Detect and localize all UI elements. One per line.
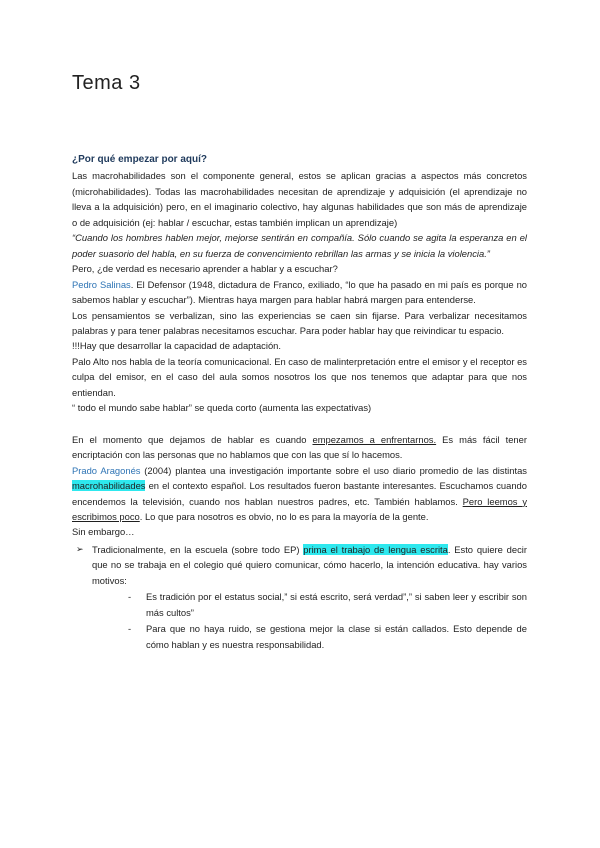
dash-bullet-icon: - — [128, 623, 132, 635]
paragraph-palo-alto: Palo Alto nos habla de la teoría comunicacional. En caso de malinterpretación entre el emisor y el receptor es culpa del emisor, en el caso del aula somos nosotros los que nos tenemos que adaptar para que nos entiendan. — [72, 355, 527, 398]
text-span: . Esto quiere decir que no se trabaja en el colegio qué quiero comunicar, cómo hacerlo, la intención educativa. hay varios motivos: — [92, 543, 528, 586]
dash-list-item — [72, 621, 527, 652]
text-span: Es más fácil tener encriptación con las personas que no hablamos que con las que sí lo hacemos. — [72, 433, 527, 461]
paragraph-macrohabilidades: Las macrohabilidades son el componente general, estos se aplican gracias a aspectos más concretos (microhabilidades). Todas las macrohabilidades necesitan de aprendizaje y adquisición (el aprendizaje no lleva a la adquisición) pero, en el imaginario colectivo, hay algunas habilidades que son más de aprendizaje o de adquisición (ej: hablar / escuchar, estas también implican un aprendizaje) — [72, 170, 527, 228]
dash-list-item — [72, 589, 527, 620]
section-heading: ¿Por qué empezar por aquí? — [72, 154, 208, 165]
arrow-bullet-item — [72, 542, 527, 588]
text-span: En el momento que dejamos de hablar es cuando — [72, 433, 313, 445]
author-prado: Prado Aragonés — [72, 464, 141, 476]
paragraph-sin-embargo: Sin embargo… — [72, 526, 135, 538]
arrow-bullet-icon: ➢ — [76, 543, 84, 554]
text-span: en el contexto español. Los resultados fueron bastante interesantes. Escuchamos cuando encendemos la televisión, cuando nos hablan nuestros padres, etc. También hablamos. — [72, 480, 527, 507]
paragraph-salinas — [72, 277, 527, 308]
text-span: Tradicionalmente, en la escuela (sobre todo EP) — [92, 543, 304, 555]
quote-paragraph: “Cuando los hombres hablen mejor, mejorse sentirán en compañía. Sólo cuando se agita la esperanza en el poder suasorio del habla, en su fuerza de convencimiento rebrillan las armas y se inicia la violencia.” — [72, 232, 527, 259]
text-span: . Lo que para nosotros es obvio, no lo es para la mayoría de la gente. — [139, 510, 429, 522]
text-span: (2004) plantea una investigación importante sobre el uso diario promedio de las distintas — [140, 464, 527, 476]
list-item-text: Para que no haya ruido, se gestiona mejor la clase si están callados. Esto depende de cómo hablan y es nuestra responsabilidad. — [146, 623, 527, 650]
underlined-text: Pero leemos y escribimos poco — [72, 495, 528, 522]
paragraph-expectativas: “ todo el mundo sabe hablar” se queda corto (aumenta las expectativas) — [72, 402, 372, 414]
page-title: Tema 3 — [72, 72, 141, 94]
list-item-text: Es tradición por el estatus social,” si está escrito, será verdad”,” si saben leer y escribir son más cultos” — [146, 591, 527, 618]
paragraph-question: Pero, ¿de verdad es necesario aprender a hablar y a escuchar? — [72, 263, 338, 275]
paragraph-prado — [72, 463, 527, 525]
underlined-text: empezamos a enfrentarnos. — [312, 433, 437, 445]
paragraph-adaptacion: !!!Hay que desarrollar la capacidad de adaptación. — [72, 340, 281, 352]
highlighted-text: macrohabilidades — [72, 480, 146, 492]
author-salinas: Pedro Salinas — [72, 278, 131, 290]
document-body — [72, 152, 527, 652]
paragraph-pensamientos: Los pensamientos se verbalizan, sino las experiencias se caen sin fijarse. Para verbalizar necesitamos palabras y para tener palabras necesitamos escuchar. Para poder hablar hay que reivindicar tu espacio. — [72, 309, 527, 336]
salinas-text: . El Defensor (1948, dictadura de Franco, exiliado, “lo que ha pasado en mi país es porque no sabemos hablar y escuchar”). Mientras haya margen para hablar habrá margen para entenderse. — [72, 278, 527, 306]
paragraph-enfrentarnos — [72, 432, 527, 463]
spacer — [72, 416, 527, 432]
highlighted-text: prima el trabajo de lengua escrita — [303, 543, 448, 555]
dash-bullet-icon: - — [128, 591, 132, 603]
